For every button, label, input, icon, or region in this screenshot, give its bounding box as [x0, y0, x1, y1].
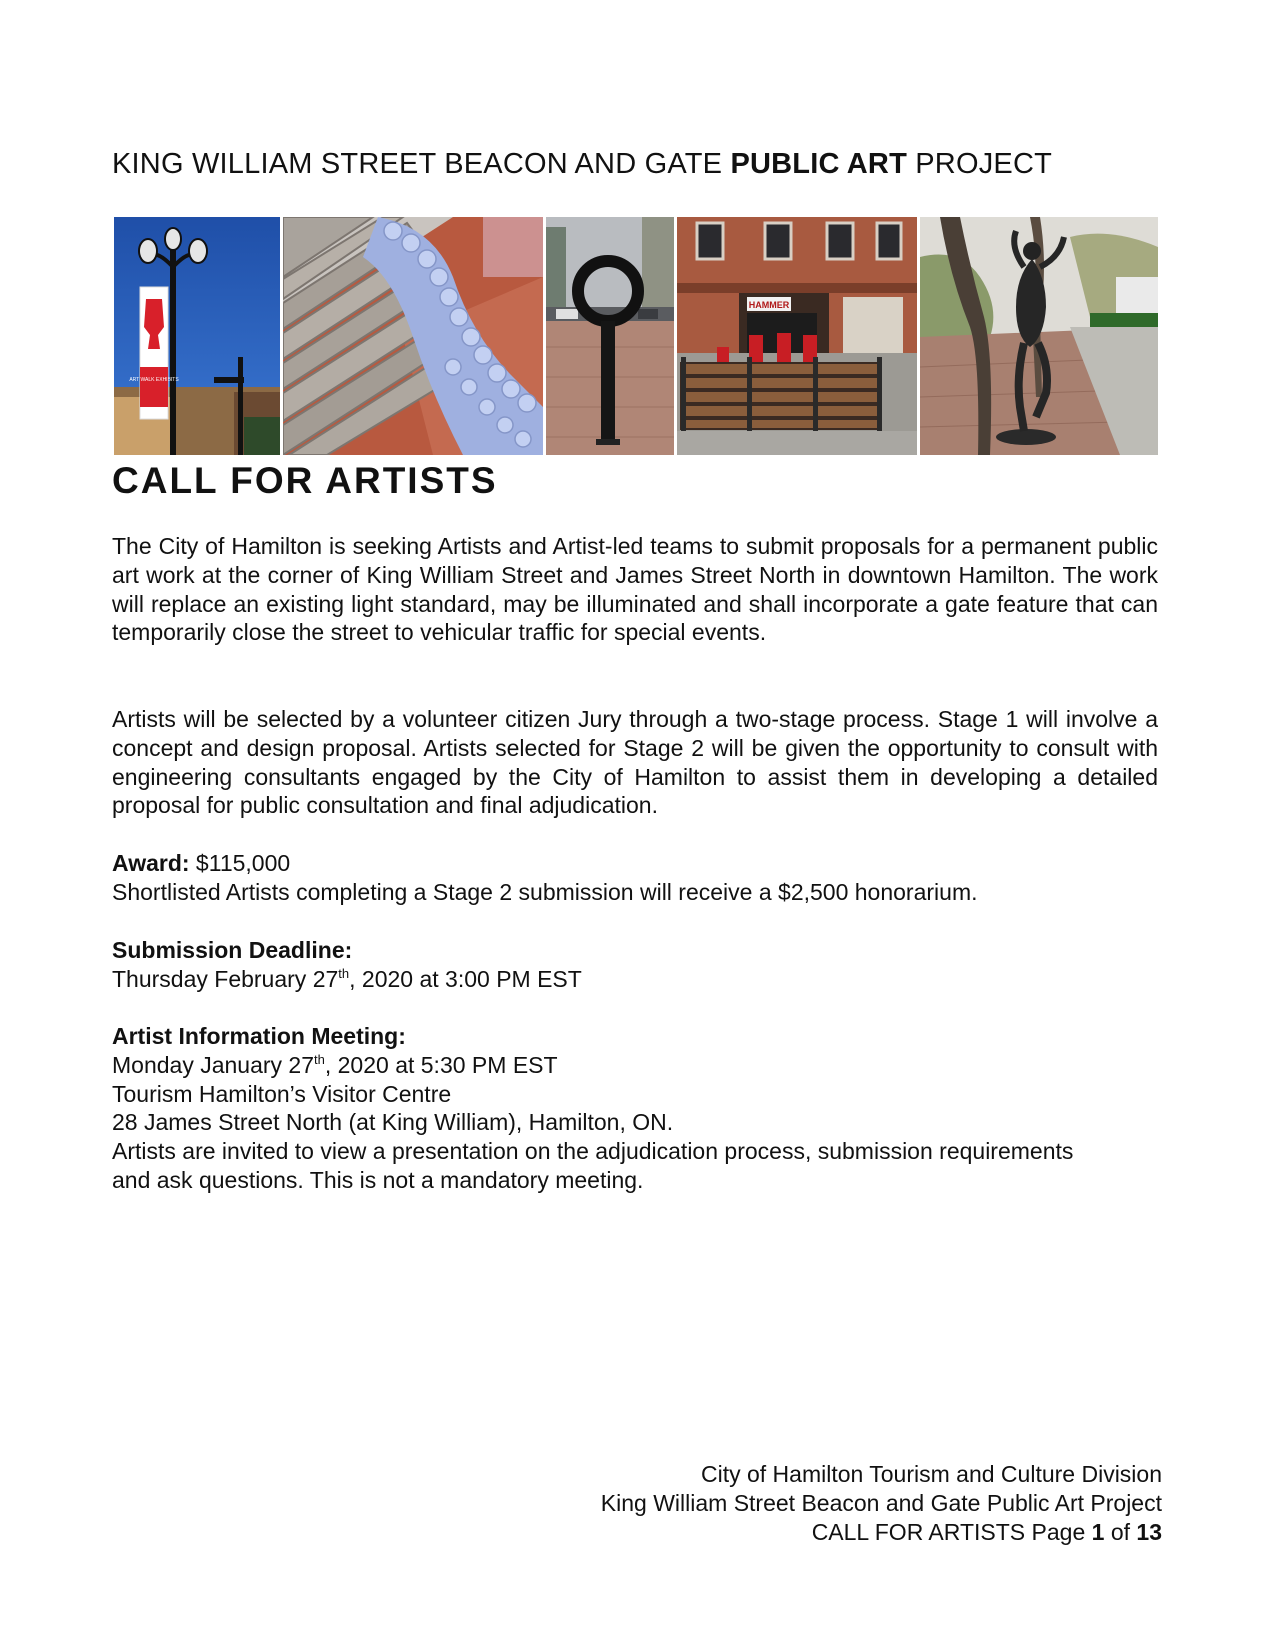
header-suffix: PROJECT: [907, 148, 1052, 180]
award-section: [112, 849, 1172, 907]
photo-lamp-post: [114, 217, 280, 455]
call-for-artists-title: CALL FOR ARTISTS: [112, 460, 498, 501]
meeting-date: Monday January 27: [112, 1051, 315, 1078]
meeting-note-line2: and ask questions. This is not a mandatory meeting.: [112, 1166, 644, 1193]
footer-page-number: 1: [1091, 1518, 1105, 1545]
page-footer: [462, 1460, 1162, 1546]
header-bold: PUBLIC ART: [730, 148, 907, 180]
banner-text: ART WALK EXHIBITS: [129, 377, 179, 383]
meeting-note-line1: Artists are invited to view a presentation on the adjudication process, submission requirements: [112, 1138, 1074, 1165]
deadline-label: Submission Deadline:: [112, 937, 353, 963]
award-label: Award:: [112, 850, 190, 876]
meeting-section: [112, 1022, 1172, 1195]
intro-paragraph: The City of Hamilton is seeking Artists and Artist-led teams to submit proposals for a permanent public art work at the corner of King William Street and James Street North in downtown Hamilton. The work will replace an existing light standard, may be illuminated and shall incorporate a gate feature that can temporarily close the street to vehicular traffic for special events.: [112, 533, 1158, 646]
footer-page-total: 13: [1136, 1518, 1162, 1545]
meeting-address: 28 James Street North (at King William), Hamilton, ON.: [112, 1109, 674, 1136]
meeting-venue: Tourism Hamilton’s Visitor Centre: [112, 1080, 452, 1107]
footer-division: City of Hamilton Tourism and Culture Division: [700, 1461, 1162, 1487]
meeting-time: , 2020 at 5:30 PM EST: [324, 1051, 558, 1078]
photo-patio: [677, 217, 917, 455]
footer-project: King William Street Beacon and Gate Public Art Project: [600, 1489, 1162, 1516]
deadline-section: [112, 936, 1172, 994]
award-note: Shortlisted Artists completing a Stage 2 submission will receive a $2,500 honorarium.: [112, 878, 978, 905]
photo-ring-sculpture: [546, 217, 674, 455]
footer-page-info: [462, 1518, 1162, 1547]
meeting-label: Artist Information Meeting:: [112, 1023, 406, 1049]
meeting-date-suffix: th: [314, 1051, 325, 1067]
photo-bench: [283, 217, 543, 455]
header-prefix: KING WILLIAM STREET BEACON AND GATE: [112, 148, 731, 180]
deadline-date: Thursday February 27: [112, 965, 339, 992]
footer-page-label: CALL FOR ARTISTS Page: [811, 1518, 1092, 1545]
selection-paragraph: Artists will be selected by a volunteer citizen Jury through a two-stage process. Stage 1 will involve a concept and design proposal. Artists selected for Stage 2 will be given the opportunity to consult with engineering consultants engaged by the City of Hamilton to assist them in developing a detailed proposal for public consultation and final adjudication.: [112, 706, 1158, 819]
footer-of: of: [1104, 1518, 1137, 1545]
deadline-date-suffix: th: [338, 965, 350, 981]
photo-strip: [114, 217, 1158, 455]
photo-statue: [920, 217, 1158, 455]
page-header: [112, 148, 1052, 181]
deadline-time: , 2020 at 3:00 PM EST: [349, 965, 582, 992]
sign-text: HAMMER: [748, 300, 790, 310]
award-value: $115,000: [189, 850, 291, 876]
